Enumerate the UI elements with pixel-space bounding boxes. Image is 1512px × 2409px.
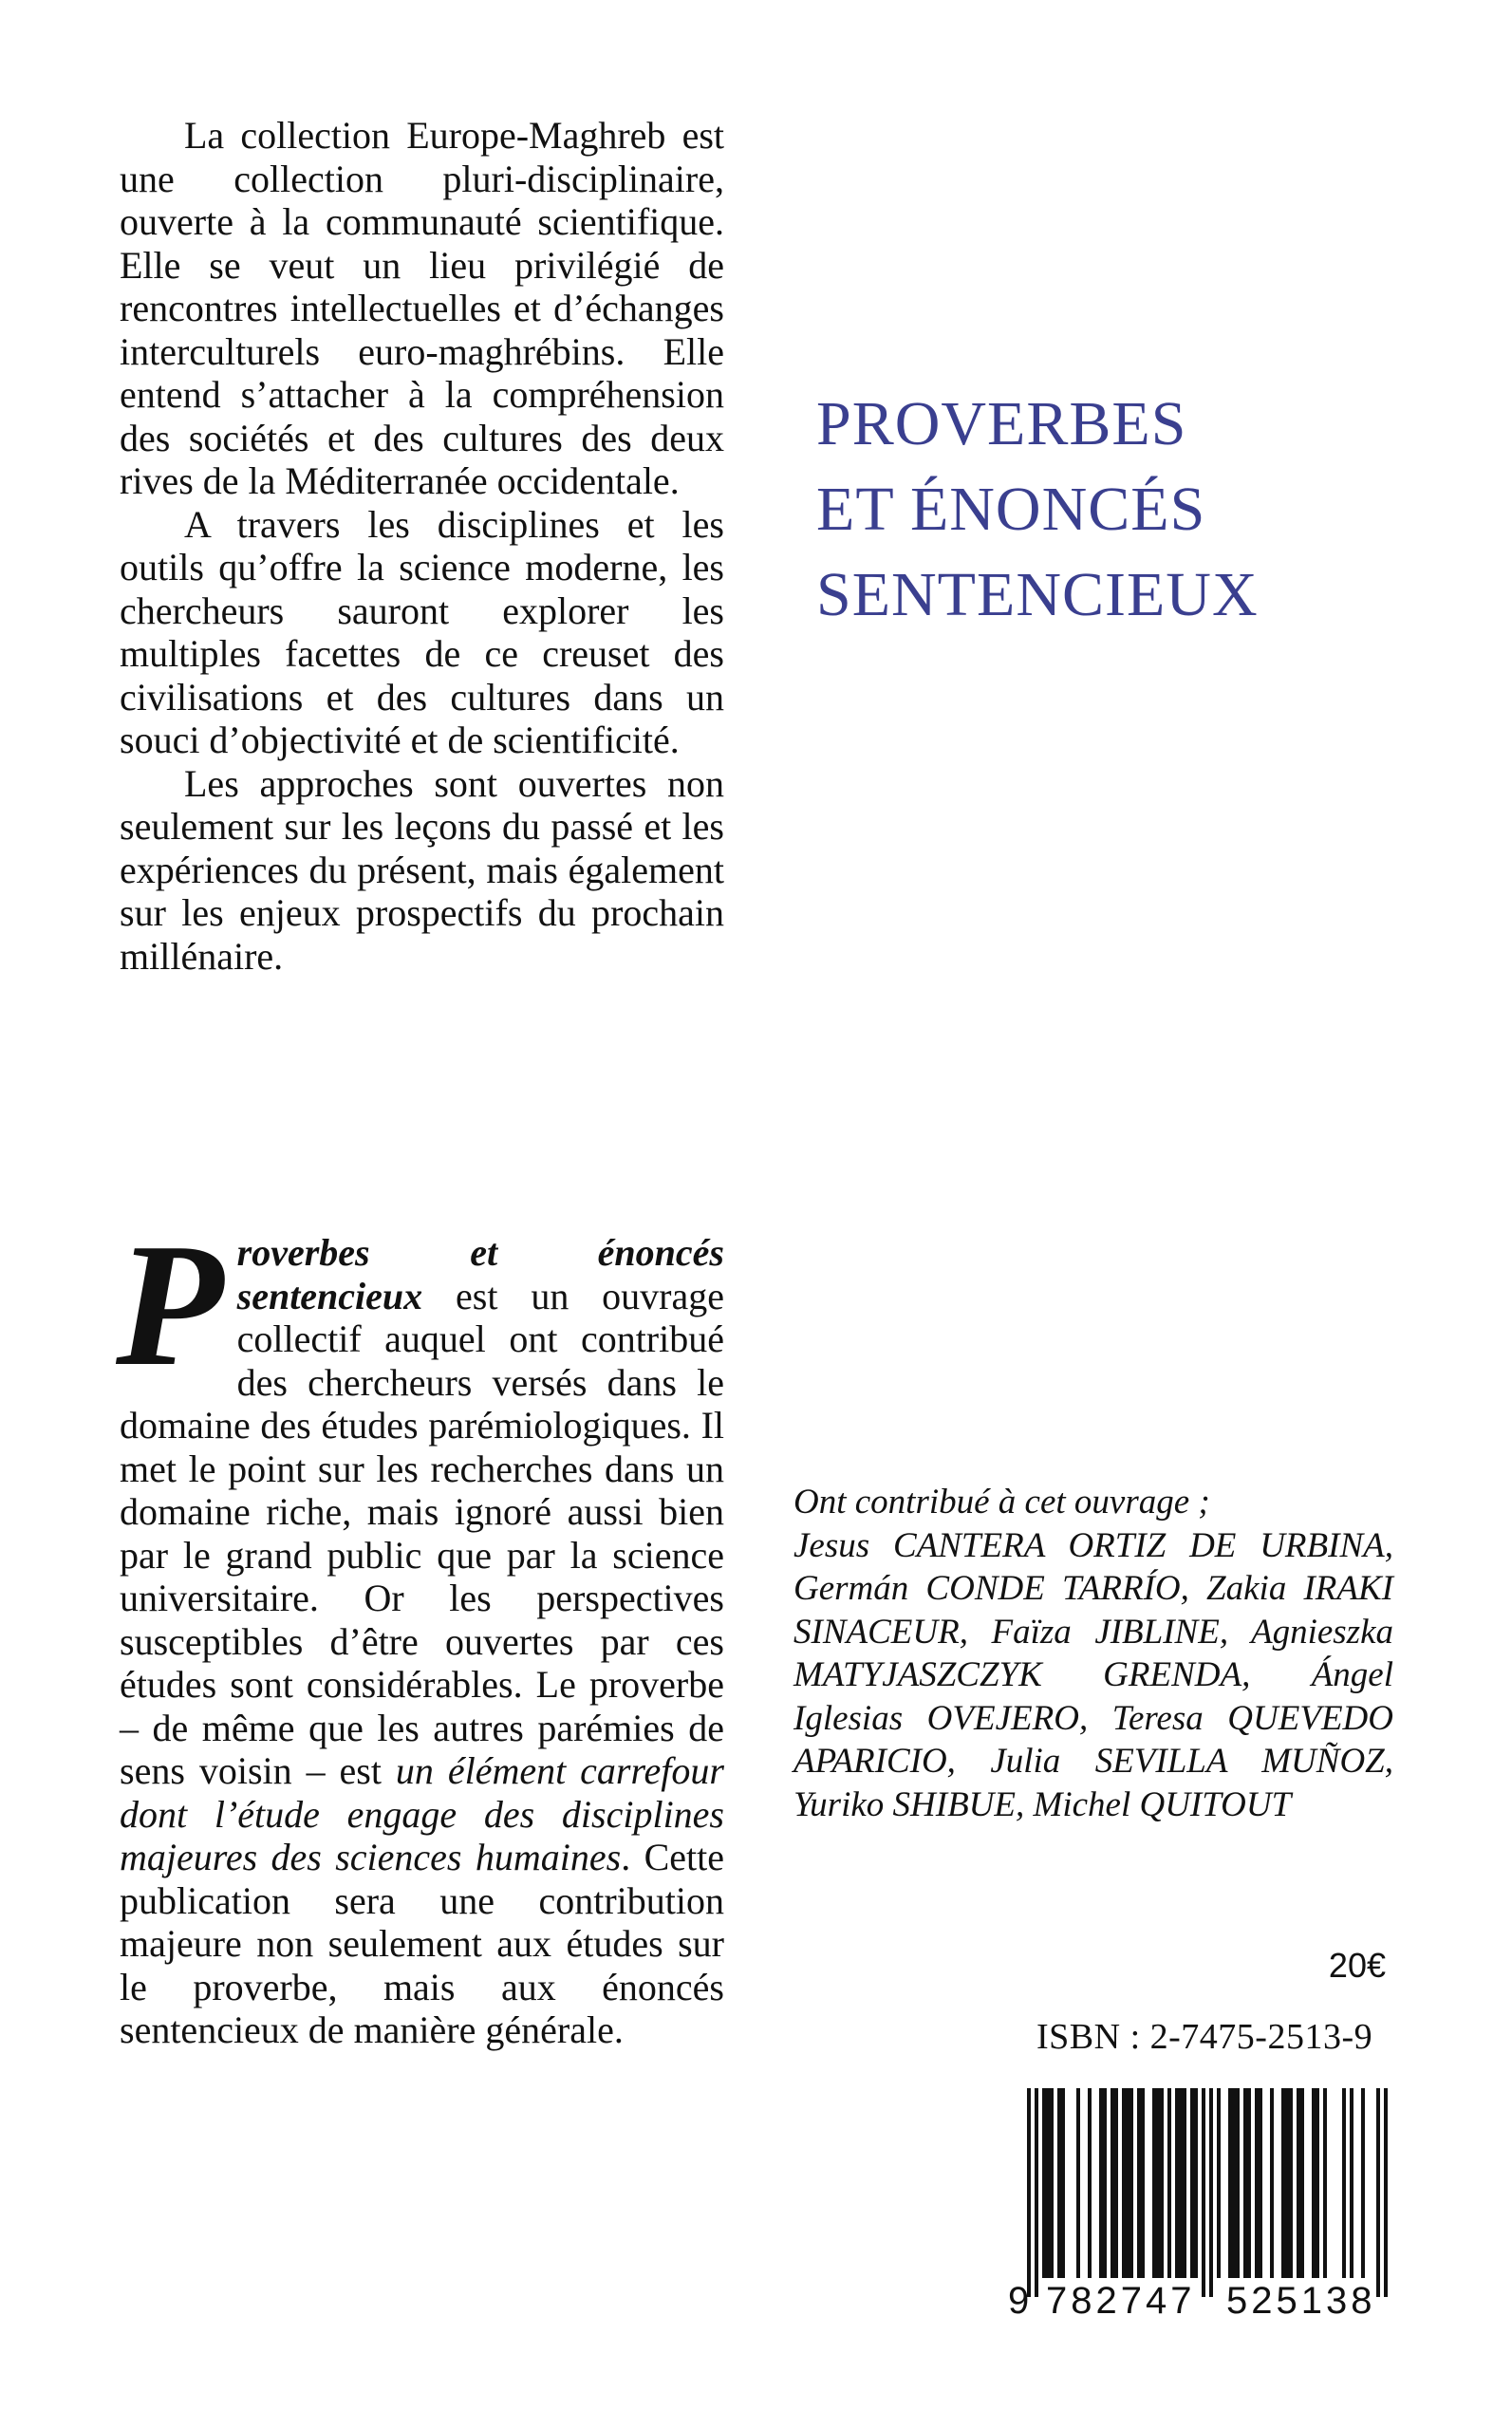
- barcode-first-digit: 9: [1008, 2280, 1030, 2322]
- barcode-bar: [1190, 2088, 1194, 2278]
- contributors-names: Jesus CANTERA ORTIZ DE URBINA, Germán CONDE TARRÍO, Zakia IRAKI SINACEUR, Faïza JIBLINE, Agnieszka MATYJASZCZYK GRENDA, Ángel Iglesias OVEJERO, Teresa QUEVEDO APARICIO, Julia SEVILLA MUÑOZ, Yuriko SHIBUE, Michel QUITOUT: [793, 1525, 1393, 1824]
- barcode-bar: [1076, 2088, 1080, 2278]
- barcode-bar: [1194, 2088, 1198, 2278]
- summary-text-1: est un ouvrage collectif auquel ont contribué des chercheurs versés dans le domaine des études parémiologiques. Il met le point sur les recherches dans un domaine riche, mais ignoré aussi bien par le grand public que par la science universitaire. Or les perspectives susceptibles d’être ouvertes par ces études sont considérables. Le proverbe – de même que les autres parémies de sens voisin – est: [120, 1274, 724, 1792]
- intro-paragraph-1: La collection Europe-Maghreb est une collection pluri-disciplinaire, ouverte à la communauté scientifique. Elle se veut un lieu privilégié de rencontres intellectuelles et d’échanges interculturels euro-maghrébins. Elle entend s’attacher à la compréhension des sociétés et des cultures des deux rives de la Méditerranée occidentale.: [120, 114, 724, 502]
- barcode-bar: [1342, 2088, 1346, 2278]
- barcode-bar: [1129, 2088, 1133, 2278]
- barcode-bar: [1156, 2088, 1160, 2278]
- summary-paragraph: [116, 1207, 724, 2052]
- barcode-bar: [1312, 2088, 1316, 2278]
- book-title-line-1: PROVERBES: [816, 389, 1187, 458]
- barcode-group-1: 782747: [1046, 2280, 1196, 2322]
- barcode-bar: [1111, 2088, 1114, 2278]
- barcode-bar: [1141, 2088, 1145, 2278]
- barcode-bar: [1027, 2088, 1031, 2297]
- collection-description: [120, 114, 724, 978]
- barcode-bar: [1247, 2088, 1251, 2278]
- barcode-bar: [1217, 2088, 1221, 2278]
- book-summary: [116, 1207, 724, 2052]
- barcode-bar: [1183, 2088, 1186, 2278]
- contributors-list: [793, 1481, 1393, 1826]
- contributors-heading: Ont contribué à cet ouvrage ;: [793, 1483, 1210, 1522]
- barcode-bar: [1088, 2088, 1092, 2278]
- isbn-label: ISBN : 2-7475-2513-9: [1036, 2017, 1373, 2057]
- barcode-digits: [1006, 2280, 1414, 2322]
- barcode-bar: [1160, 2088, 1164, 2278]
- barcode-bar: [1167, 2088, 1171, 2278]
- barcode-bar: [1236, 2088, 1240, 2278]
- barcode-bar: [1350, 2088, 1353, 2278]
- barcode-bar: [1126, 2088, 1129, 2278]
- barcode-bar: [1384, 2088, 1388, 2297]
- barcode-bar: [1361, 2088, 1365, 2278]
- barcode-bar: [1323, 2088, 1327, 2278]
- book-title: [816, 382, 1259, 638]
- barcode-bar: [1103, 2088, 1107, 2278]
- barcode-bar: [1152, 2088, 1156, 2278]
- intro-paragraph-3: Les approches sont ouvertes non seulement sur les leçons du passé et les expériences du présent, mais également sur les enjeux prospectifs du prochain millénaire.: [120, 761, 724, 978]
- barcode-bar: [1137, 2088, 1141, 2278]
- barcode-bar: [1285, 2088, 1289, 2278]
- barcode-bar: [1297, 2088, 1300, 2278]
- barcode-bar: [1099, 2088, 1103, 2278]
- barcode-bar: [1289, 2088, 1293, 2278]
- summary-italic: un élément carrefour dont l’étude engage des disciplines majeures des sciences humaines: [120, 1749, 724, 1878]
- barcode-group-2: 525138: [1226, 2280, 1376, 2322]
- barcode-bar: [1050, 2088, 1054, 2278]
- barcode-bar: [1035, 2088, 1038, 2297]
- barcode-bar: [1209, 2088, 1213, 2297]
- barcode-bar: [1259, 2088, 1262, 2278]
- barcode-bar: [1376, 2088, 1380, 2297]
- barcode-bar: [1179, 2088, 1183, 2278]
- barcode-bar: [1175, 2088, 1179, 2278]
- barcode-bar: [1042, 2088, 1046, 2278]
- barcode-bar: [1122, 2088, 1126, 2278]
- barcode-bar: [1114, 2088, 1118, 2278]
- summary-text-2: . Cette publication sera une contribution majeure non seulement aux études sur le proverbe, mais aux énoncés sentencieux de manière générale.: [120, 1836, 724, 2051]
- barcode-bar: [1228, 2088, 1232, 2278]
- barcode-bar: [1255, 2088, 1259, 2278]
- barcode-bar: [1243, 2088, 1247, 2278]
- barcode-bars: [1012, 2088, 1410, 2297]
- barcode-bar: [1232, 2088, 1236, 2278]
- barcode-bar: [1316, 2088, 1319, 2278]
- barcode-bar: [1057, 2088, 1061, 2278]
- barcode-bar: [1202, 2088, 1205, 2297]
- barcode-bar: [1270, 2088, 1274, 2278]
- price-label: 20€: [1328, 1946, 1386, 1985]
- barcode: [1012, 2088, 1410, 2297]
- barcode-bar: [1061, 2088, 1065, 2278]
- book-title-line-3: SENTENCIEUX: [816, 560, 1259, 629]
- drop-cap: P: [116, 1207, 224, 1403]
- book-title-line-2: ET ÉNONCÉS: [816, 475, 1206, 544]
- barcode-bar: [1046, 2088, 1050, 2278]
- summary-title-rest: roverbes et énoncés sentencieux: [236, 1231, 724, 1317]
- barcode-bar: [1300, 2088, 1304, 2278]
- intro-paragraph-2: A travers les disciplines et les outils qu’offre la science moderne, les chercheurs sauront explorer les multiples facettes de ce creuset des civilisations et des cultures dans un souci d’objectivité et de scientificité.: [120, 502, 724, 761]
- barcode-bar: [1281, 2088, 1285, 2278]
